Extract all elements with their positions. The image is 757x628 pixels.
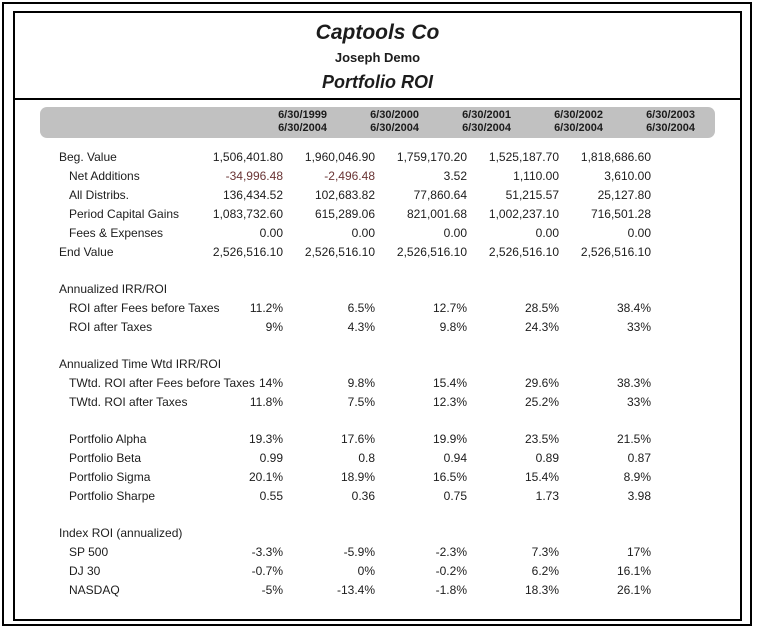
- cell-value: 11.8%: [249, 395, 283, 409]
- cell-value: 2,526,516.10: [212, 245, 283, 259]
- cell-value: 21.5%: [616, 432, 651, 446]
- cell-value: 1,110.00: [513, 169, 559, 183]
- cell-value: -2,496.48: [324, 169, 375, 183]
- period-start-date: 6/30/2001: [462, 109, 511, 121]
- row-label: TWtd. ROI after Taxes: [69, 395, 188, 409]
- cell-value: 9.8%: [439, 320, 467, 334]
- row-label: ROI after Fees before Taxes: [69, 301, 220, 315]
- report-header: [15, 13, 740, 100]
- row-label: Period Capital Gains: [69, 207, 180, 221]
- table-row: [15, 393, 740, 412]
- cell-value: -13.4%: [336, 583, 375, 597]
- report-title: Portfolio ROI: [322, 72, 433, 92]
- cell-value: 1,506,401.80: [212, 150, 283, 164]
- table-row: [15, 430, 740, 449]
- column-header-4: [511, 109, 603, 135]
- period-end-date: 6/30/2004: [646, 122, 695, 134]
- table-row: [15, 487, 740, 506]
- cell-value: 17.6%: [340, 432, 375, 446]
- table-row: [15, 318, 740, 337]
- cell-value: 3.98: [627, 489, 651, 503]
- cell-value: 9%: [265, 320, 283, 334]
- cell-value: 26.1%: [616, 583, 651, 597]
- cell-value: -1.8%: [435, 583, 467, 597]
- cell-value: 6.5%: [347, 301, 375, 315]
- cell-value: 821,001.68: [406, 207, 467, 221]
- table-row: [15, 581, 740, 600]
- period-start-date: 6/30/2002: [554, 109, 603, 121]
- cell-value: 2,526,516.10: [580, 245, 651, 259]
- cell-value: 77,860.64: [413, 188, 467, 202]
- cell-value: 136,434.52: [222, 188, 283, 202]
- row-label: Fees & Expenses: [69, 226, 164, 240]
- row-label: End Value: [59, 245, 114, 259]
- cell-value: 19.9%: [432, 432, 467, 446]
- table-row: [15, 243, 740, 262]
- column-header-5: [603, 109, 695, 135]
- cell-value: -5%: [261, 583, 283, 597]
- table-row: [15, 224, 740, 243]
- table-row: [15, 543, 740, 562]
- cell-value: 25.2%: [524, 395, 559, 409]
- cell-value: 38.3%: [616, 376, 651, 390]
- row-label: TWtd. ROI after Fees before Taxes: [69, 376, 255, 390]
- cell-value: -5.9%: [343, 545, 375, 559]
- column-header-1: [235, 109, 327, 135]
- row-label: DJ 30: [69, 564, 101, 578]
- cell-value: 2,526,516.10: [488, 245, 559, 259]
- column-header-3: [419, 109, 511, 135]
- cell-value: -2.3%: [435, 545, 467, 559]
- column-header-band: [40, 107, 715, 138]
- section-title-row: [15, 280, 740, 299]
- cell-value: 18.9%: [340, 470, 375, 484]
- cell-value: 14%: [258, 376, 283, 390]
- table-row: [15, 374, 740, 393]
- cell-value: 3,610.00: [604, 169, 651, 183]
- cell-value: 7.5%: [347, 395, 375, 409]
- cell-value: 0.00: [535, 226, 559, 240]
- period-end-date: 6/30/2004: [462, 122, 511, 134]
- cell-value: 7.3%: [531, 545, 559, 559]
- row-label: NASDAQ: [69, 583, 120, 597]
- cell-value: -0.7%: [251, 564, 283, 578]
- cell-value: 0.00: [443, 226, 467, 240]
- cell-value: 0.94: [443, 451, 467, 465]
- cell-value: 0.87: [627, 451, 651, 465]
- table-row: [15, 562, 740, 581]
- cell-value: 19.3%: [248, 432, 283, 446]
- cell-value: 0.89: [535, 451, 559, 465]
- table-row: [15, 449, 740, 468]
- table-row: [15, 299, 740, 318]
- cell-value: 1,083,732.60: [212, 207, 283, 221]
- cell-value: 0.99: [259, 451, 283, 465]
- table-row: [15, 186, 740, 205]
- cell-value: 2,526,516.10: [396, 245, 467, 259]
- row-label: Portfolio Beta: [69, 451, 142, 465]
- row-label: SP 500: [69, 545, 109, 559]
- period-end-date: 6/30/2004: [278, 122, 327, 134]
- report-table: [15, 148, 740, 600]
- period-end-date: 6/30/2004: [554, 122, 603, 134]
- cell-value: 20.1%: [248, 470, 283, 484]
- table-row: [15, 468, 740, 487]
- section-title: Index ROI (annualized): [59, 526, 183, 540]
- cell-value: 4.3%: [347, 320, 375, 334]
- cell-value: 18.3%: [524, 583, 559, 597]
- cell-value: 23.5%: [524, 432, 559, 446]
- cell-value: 0.00: [351, 226, 375, 240]
- cell-value: 0.8: [358, 451, 375, 465]
- row-label: Beg. Value: [59, 150, 117, 164]
- row-label: Portfolio Alpha: [69, 432, 147, 446]
- table-row: [15, 167, 740, 186]
- cell-value: 1,002,237.10: [488, 207, 559, 221]
- cell-value: -34,996.48: [225, 169, 283, 183]
- cell-value: 0.36: [351, 489, 375, 503]
- section-title: Annualized IRR/ROI: [59, 282, 168, 296]
- cell-value: 1,525,187.70: [488, 150, 559, 164]
- cell-value: 0.00: [259, 226, 283, 240]
- cell-value: 0%: [357, 564, 375, 578]
- cell-value: 1,960,046.90: [304, 150, 375, 164]
- cell-value: 11.2%: [249, 301, 283, 315]
- cell-value: 16.5%: [432, 470, 467, 484]
- cell-value: 1,818,686.60: [580, 150, 651, 164]
- cell-value: 9.8%: [347, 376, 375, 390]
- cell-value: 15.4%: [524, 470, 559, 484]
- row-label: Portfolio Sigma: [69, 470, 151, 484]
- cell-value: 716,501.28: [590, 207, 651, 221]
- cell-value: 8.9%: [623, 470, 651, 484]
- cell-value: 25,127.80: [597, 188, 651, 202]
- section-title: Annualized Time Wtd IRR/ROI: [59, 357, 222, 371]
- cell-value: 6.2%: [531, 564, 559, 578]
- cell-value: 12.7%: [432, 301, 467, 315]
- cell-value: 1.73: [535, 489, 559, 503]
- row-label: ROI after Taxes: [69, 320, 153, 334]
- row-label: All Distribs.: [69, 188, 130, 202]
- cell-value: 38.4%: [616, 301, 651, 315]
- cell-value: 0.55: [259, 489, 283, 503]
- period-start-date: 6/30/1999: [278, 109, 327, 121]
- cell-value: 615,289.06: [314, 207, 375, 221]
- cell-value: 33%: [626, 395, 651, 409]
- cell-value: 2,526,516.10: [304, 245, 375, 259]
- row-label: Net Additions: [69, 169, 140, 183]
- cell-value: 15.4%: [432, 376, 467, 390]
- period-end-date: 6/30/2004: [370, 122, 419, 134]
- section-title-row: [15, 355, 740, 374]
- cell-value: 1,759,170.20: [396, 150, 467, 164]
- company-title: Captools Co: [315, 21, 440, 44]
- cell-value: 3.52: [443, 169, 467, 183]
- section-title-row: [15, 524, 740, 543]
- cell-value: 16.1%: [616, 564, 651, 578]
- cell-value: 28.5%: [524, 301, 559, 315]
- cell-value: 33%: [626, 320, 651, 334]
- cell-value: 102,683.82: [314, 188, 375, 202]
- period-start-date: 6/30/2003: [646, 109, 695, 121]
- cell-value: 51,215.57: [505, 188, 559, 202]
- table-row: [15, 205, 740, 224]
- row-label: Portfolio Sharpe: [69, 489, 156, 503]
- period-start-date: 6/30/2000: [370, 109, 419, 121]
- cell-value: 24.3%: [524, 320, 559, 334]
- table-row: [15, 148, 740, 167]
- cell-value: 0.75: [443, 489, 467, 503]
- cell-value: -0.2%: [435, 564, 467, 578]
- cell-value: -3.3%: [251, 545, 283, 559]
- cell-value: 17%: [626, 545, 651, 559]
- client-name: Joseph Demo: [334, 50, 421, 65]
- cell-value: 12.3%: [432, 395, 467, 409]
- column-header-2: [327, 109, 419, 135]
- cell-value: 0.00: [627, 226, 651, 240]
- cell-value: 29.6%: [524, 376, 559, 390]
